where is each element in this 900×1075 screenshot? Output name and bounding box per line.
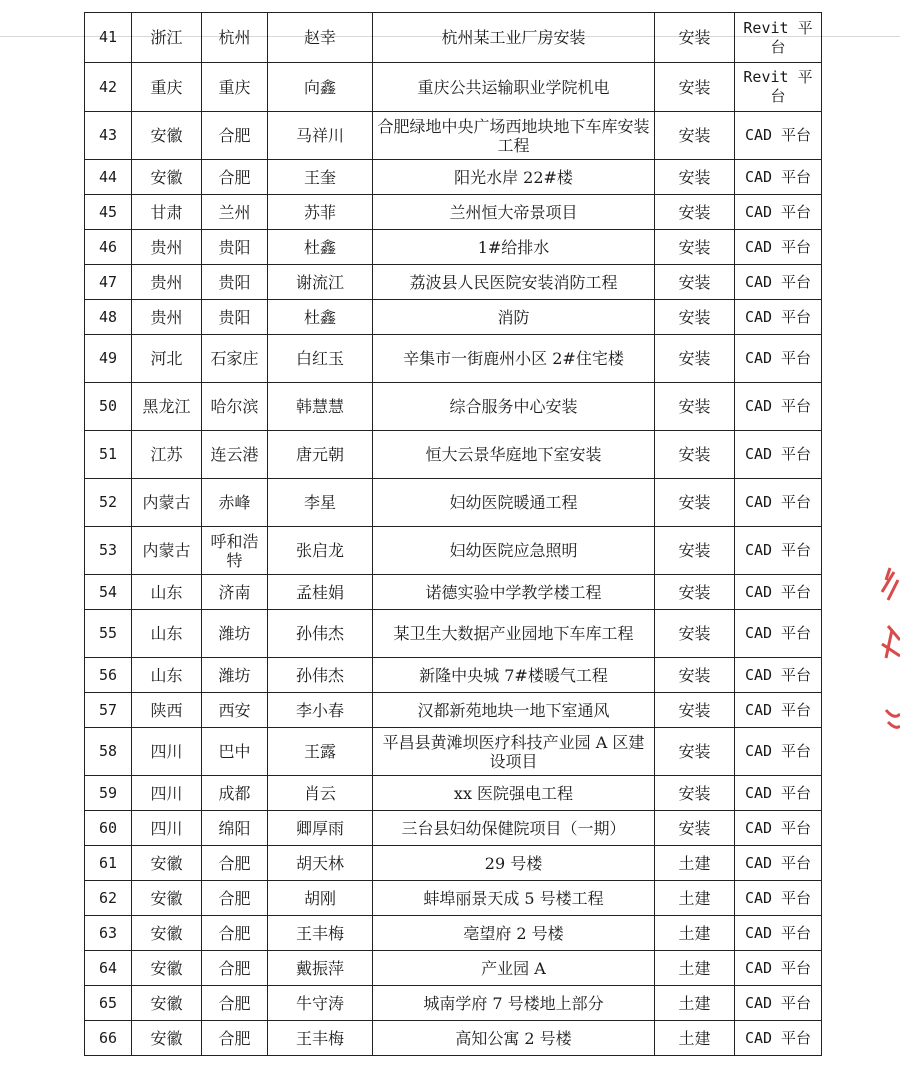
city-cell: 巴中	[202, 728, 268, 776]
platform-cell: CAD 平台	[735, 431, 822, 479]
type-cell: 安装	[655, 13, 735, 63]
person-cell: 孙伟杰	[268, 658, 373, 693]
project-cell: 蚌埠丽景天成 5 号楼工程	[373, 881, 655, 916]
table-row	[85, 811, 822, 846]
province-cell: 内蒙古	[132, 479, 202, 527]
table-row	[85, 195, 822, 230]
city-cell: 合肥	[202, 1021, 268, 1056]
platform-cell: CAD 平台	[735, 811, 822, 846]
project-cell: 平昌县黄滩坝医疗科技产业园 A 区建设项目	[373, 728, 655, 776]
type-cell: 安装	[655, 230, 735, 265]
person-cell: 向鑫	[268, 63, 373, 112]
city-cell: 哈尔滨	[202, 383, 268, 431]
project-cell: 阳光水岸 22#楼	[373, 160, 655, 195]
province-cell: 安徽	[132, 1021, 202, 1056]
project-cell: 杭州某工业厂房安装	[373, 13, 655, 63]
type-cell: 土建	[655, 951, 735, 986]
row-number-cell: 47	[85, 265, 132, 300]
table-row	[85, 13, 822, 63]
table-row	[85, 265, 822, 300]
platform-cell: CAD 平台	[735, 575, 822, 610]
row-number-cell: 62	[85, 881, 132, 916]
city-cell: 成都	[202, 776, 268, 811]
province-cell: 安徽	[132, 160, 202, 195]
city-cell: 合肥	[202, 160, 268, 195]
province-cell: 安徽	[132, 846, 202, 881]
type-cell: 安装	[655, 265, 735, 300]
person-cell: 李星	[268, 479, 373, 527]
province-cell: 河北	[132, 335, 202, 383]
province-cell: 山东	[132, 575, 202, 610]
province-cell: 安徽	[132, 916, 202, 951]
city-cell: 潍坊	[202, 610, 268, 658]
project-cell: 产业园 A	[373, 951, 655, 986]
person-cell: 王露	[268, 728, 373, 776]
person-cell: 戴振萍	[268, 951, 373, 986]
platform-cell: CAD 平台	[735, 112, 822, 160]
type-cell: 安装	[655, 160, 735, 195]
province-cell: 黑龙江	[132, 383, 202, 431]
province-cell: 安徽	[132, 986, 202, 1021]
platform-cell: CAD 平台	[735, 527, 822, 575]
platform-cell: CAD 平台	[735, 479, 822, 527]
type-cell: 土建	[655, 1021, 735, 1056]
table-row	[85, 986, 822, 1021]
project-cell: 妇幼医院应急照明	[373, 527, 655, 575]
city-cell: 连云港	[202, 431, 268, 479]
person-cell: 杜鑫	[268, 300, 373, 335]
city-cell: 杭州	[202, 13, 268, 63]
row-number-cell: 66	[85, 1021, 132, 1056]
project-cell: 三台县妇幼保健院项目（一期）	[373, 811, 655, 846]
platform-cell: CAD 平台	[735, 265, 822, 300]
platform-cell: CAD 平台	[735, 335, 822, 383]
type-cell: 安装	[655, 335, 735, 383]
project-cell: 综合服务中心安装	[373, 383, 655, 431]
row-number-cell: 51	[85, 431, 132, 479]
project-cell: 城南学府 7 号楼地上部分	[373, 986, 655, 1021]
platform-cell: CAD 平台	[735, 881, 822, 916]
person-cell: 牛守涛	[268, 986, 373, 1021]
city-cell: 兰州	[202, 195, 268, 230]
city-cell: 贵阳	[202, 300, 268, 335]
table-row	[85, 776, 822, 811]
person-cell: 王丰梅	[268, 916, 373, 951]
type-cell: 安装	[655, 527, 735, 575]
row-number-cell: 63	[85, 916, 132, 951]
project-cell: 1#给排水	[373, 230, 655, 265]
row-number-cell: 65	[85, 986, 132, 1021]
platform-cell: CAD 平台	[735, 846, 822, 881]
table-row	[85, 846, 822, 881]
table-row	[85, 479, 822, 527]
type-cell: 安装	[655, 693, 735, 728]
project-cell: xx 医院强电工程	[373, 776, 655, 811]
person-cell: 胡天林	[268, 846, 373, 881]
project-cell: 兰州恒大帝景项目	[373, 195, 655, 230]
type-cell: 安装	[655, 431, 735, 479]
table-row	[85, 335, 822, 383]
row-number-cell: 64	[85, 951, 132, 986]
city-cell: 潍坊	[202, 658, 268, 693]
type-cell: 安装	[655, 383, 735, 431]
person-cell: 王奎	[268, 160, 373, 195]
table-row	[85, 610, 822, 658]
person-cell: 韩慧慧	[268, 383, 373, 431]
city-cell: 贵阳	[202, 230, 268, 265]
type-cell: 安装	[655, 728, 735, 776]
province-cell: 安徽	[132, 951, 202, 986]
type-cell: 安装	[655, 300, 735, 335]
province-cell: 内蒙古	[132, 527, 202, 575]
type-cell: 安装	[655, 610, 735, 658]
row-number-cell: 49	[85, 335, 132, 383]
person-cell: 张启龙	[268, 527, 373, 575]
table-row	[85, 63, 822, 112]
project-cell: 辛集市一街鹿州小区 2#住宅楼	[373, 335, 655, 383]
table-row	[85, 112, 822, 160]
city-cell: 石家庄	[202, 335, 268, 383]
table-row	[85, 575, 822, 610]
row-number-cell: 54	[85, 575, 132, 610]
city-cell: 合肥	[202, 846, 268, 881]
red-stamp-icon	[868, 560, 900, 750]
province-cell: 安徽	[132, 881, 202, 916]
row-number-cell: 58	[85, 728, 132, 776]
row-number-cell: 56	[85, 658, 132, 693]
platform-cell: CAD 平台	[735, 610, 822, 658]
row-number-cell: 57	[85, 693, 132, 728]
row-number-cell: 59	[85, 776, 132, 811]
city-cell: 合肥	[202, 951, 268, 986]
type-cell: 安装	[655, 658, 735, 693]
platform-cell: CAD 平台	[735, 951, 822, 986]
platform-cell: CAD 平台	[735, 776, 822, 811]
person-cell: 卿厚雨	[268, 811, 373, 846]
city-cell: 呼和浩特	[202, 527, 268, 575]
province-cell: 安徽	[132, 112, 202, 160]
platform-cell: Revit 平台	[735, 13, 822, 63]
province-cell: 浙江	[132, 13, 202, 63]
row-number-cell: 44	[85, 160, 132, 195]
type-cell: 安装	[655, 575, 735, 610]
person-cell: 肖云	[268, 776, 373, 811]
type-cell: 土建	[655, 986, 735, 1021]
province-cell: 甘肃	[132, 195, 202, 230]
platform-cell: CAD 平台	[735, 230, 822, 265]
project-cell: 新隆中央城 7#楼暖气工程	[373, 658, 655, 693]
table-row	[85, 916, 822, 951]
type-cell: 土建	[655, 916, 735, 951]
platform-cell: CAD 平台	[735, 986, 822, 1021]
province-cell: 山东	[132, 610, 202, 658]
person-cell: 白红玉	[268, 335, 373, 383]
type-cell: 安装	[655, 112, 735, 160]
province-cell: 重庆	[132, 63, 202, 112]
table-row	[85, 881, 822, 916]
row-number-cell: 46	[85, 230, 132, 265]
province-cell: 贵州	[132, 230, 202, 265]
province-cell: 贵州	[132, 300, 202, 335]
platform-cell: CAD 平台	[735, 728, 822, 776]
province-cell: 山东	[132, 658, 202, 693]
row-number-cell: 60	[85, 811, 132, 846]
row-number-cell: 43	[85, 112, 132, 160]
table-row	[85, 951, 822, 986]
project-cell: 亳望府 2 号楼	[373, 916, 655, 951]
project-cell: 汉都新苑地块一地下室通风	[373, 693, 655, 728]
person-cell: 苏菲	[268, 195, 373, 230]
platform-cell: CAD 平台	[735, 300, 822, 335]
city-cell: 合肥	[202, 881, 268, 916]
city-cell: 贵阳	[202, 265, 268, 300]
platform-cell: CAD 平台	[735, 195, 822, 230]
row-number-cell: 42	[85, 63, 132, 112]
person-cell: 孙伟杰	[268, 610, 373, 658]
project-cell: 消防	[373, 300, 655, 335]
type-cell: 土建	[655, 846, 735, 881]
table-row	[85, 527, 822, 575]
city-cell: 重庆	[202, 63, 268, 112]
type-cell: 安装	[655, 776, 735, 811]
table-row	[85, 728, 822, 776]
row-number-cell: 61	[85, 846, 132, 881]
table-row	[85, 658, 822, 693]
platform-cell: CAD 平台	[735, 383, 822, 431]
type-cell: 安装	[655, 195, 735, 230]
platform-cell: Revit 平台	[735, 63, 822, 112]
type-cell: 土建	[655, 881, 735, 916]
person-cell: 李小春	[268, 693, 373, 728]
person-cell: 马祥川	[268, 112, 373, 160]
person-cell: 王丰梅	[268, 1021, 373, 1056]
person-cell: 赵幸	[268, 13, 373, 63]
province-cell: 江苏	[132, 431, 202, 479]
table-row	[85, 160, 822, 195]
table-row	[85, 431, 822, 479]
project-cell: 合肥绿地中央广场西地块地下车库安装工程	[373, 112, 655, 160]
platform-cell: CAD 平台	[735, 693, 822, 728]
person-cell: 胡刚	[268, 881, 373, 916]
project-cell: 高知公寓 2 号楼	[373, 1021, 655, 1056]
person-cell: 杜鑫	[268, 230, 373, 265]
province-cell: 四川	[132, 776, 202, 811]
type-cell: 安装	[655, 811, 735, 846]
province-cell: 陕西	[132, 693, 202, 728]
province-cell: 贵州	[132, 265, 202, 300]
table-row	[85, 300, 822, 335]
city-cell: 赤峰	[202, 479, 268, 527]
table-row	[85, 383, 822, 431]
city-cell: 合肥	[202, 112, 268, 160]
row-number-cell: 50	[85, 383, 132, 431]
type-cell: 安装	[655, 479, 735, 527]
platform-cell: CAD 平台	[735, 916, 822, 951]
city-cell: 济南	[202, 575, 268, 610]
platform-cell: CAD 平台	[735, 160, 822, 195]
project-cell: 29 号楼	[373, 846, 655, 881]
row-number-cell: 41	[85, 13, 132, 63]
project-cell: 某卫生大数据产业园地下车库工程	[373, 610, 655, 658]
platform-cell: CAD 平台	[735, 658, 822, 693]
table-row	[85, 230, 822, 265]
type-cell: 安装	[655, 63, 735, 112]
city-cell: 合肥	[202, 986, 268, 1021]
project-cell: 重庆公共运输职业学院机电	[373, 63, 655, 112]
person-cell: 唐元朝	[268, 431, 373, 479]
row-number-cell: 52	[85, 479, 132, 527]
table-row	[85, 1021, 822, 1056]
row-number-cell: 48	[85, 300, 132, 335]
project-table	[84, 12, 822, 1056]
platform-cell: CAD 平台	[735, 1021, 822, 1056]
person-cell: 谢流江	[268, 265, 373, 300]
province-cell: 四川	[132, 728, 202, 776]
row-number-cell: 53	[85, 527, 132, 575]
person-cell: 孟桂娟	[268, 575, 373, 610]
city-cell: 合肥	[202, 916, 268, 951]
table-row	[85, 693, 822, 728]
row-number-cell: 55	[85, 610, 132, 658]
project-cell: 妇幼医院暖通工程	[373, 479, 655, 527]
city-cell: 西安	[202, 693, 268, 728]
city-cell: 绵阳	[202, 811, 268, 846]
project-cell: 诺德实验中学教学楼工程	[373, 575, 655, 610]
project-cell: 荔波县人民医院安装消防工程	[373, 265, 655, 300]
province-cell: 四川	[132, 811, 202, 846]
project-cell: 恒大云景华庭地下室安装	[373, 431, 655, 479]
row-number-cell: 45	[85, 195, 132, 230]
